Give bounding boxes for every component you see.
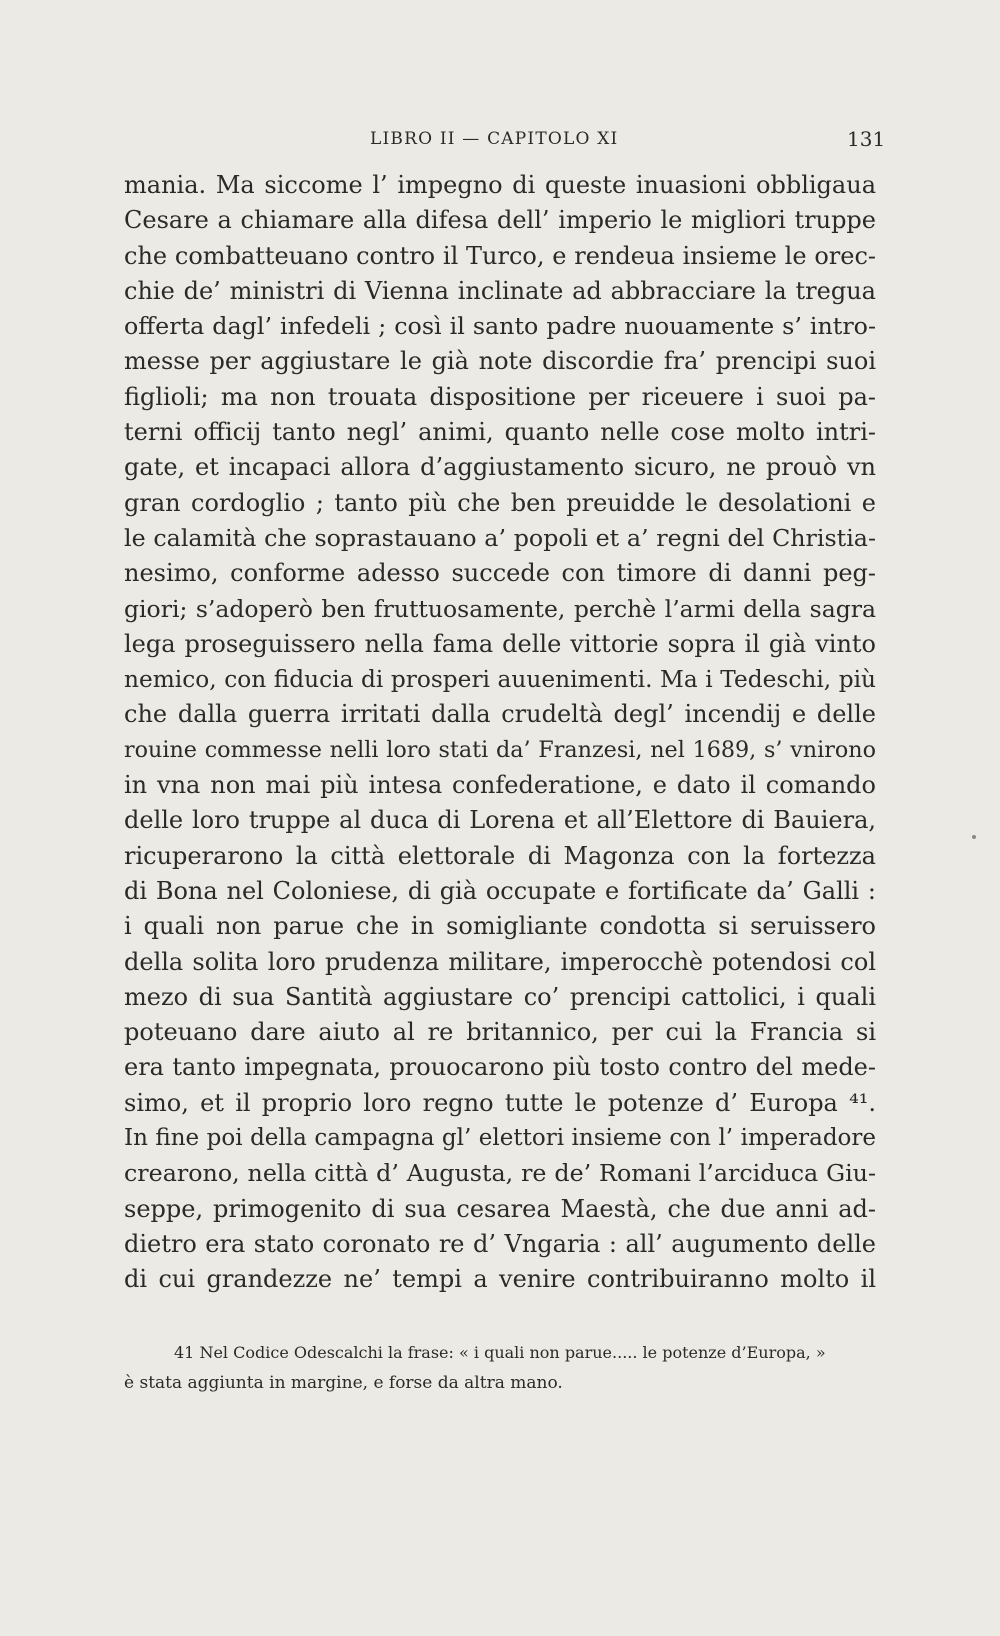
- text-line: crearono, nella città d’ Augusta, re de’ Romani l’arciduca Giu-: [124, 1159, 876, 1188]
- text-line: gate, et incapaci allora d’aggiustamento sicuro, ne prouò vn: [124, 453, 876, 482]
- text-line: nesimo, conforme adesso succede con timore di danni peg-: [124, 559, 876, 588]
- body-text: [124, 168, 876, 1298]
- ink-speck: [972, 835, 976, 839]
- footnote-line: 41 Nel Codice Odescalchi la frase: « i quali non parue..... le potenze d’Europa, »: [174, 1343, 826, 1362]
- text-line: simo, et il proprio loro regno tutte le potenze d’ Europa ⁴¹.: [124, 1088, 876, 1117]
- text-line: messe per aggiustare le già note discordie fra’ prencipi suoi: [124, 347, 876, 376]
- running-head: [0, 129, 1000, 153]
- text-line: rouine commesse nelli loro stati da’ Franzesi, nel 1689, s’ vnirono: [124, 736, 876, 763]
- running-title: LIBRO II — CAPITOLO XI: [370, 129, 619, 149]
- text-line: figlioli; ma non trouata dispositione per riceuere i suoi pa-: [124, 382, 876, 411]
- text-line: mania. Ma siccome l’ impegno di queste inuasioni obbligaua: [124, 171, 876, 199]
- text-line: che dalla guerra irritati dalla crudeltà degl’ incendij e delle: [124, 700, 876, 729]
- footnote-line: è stata aggiunta in margine, e forse da altra mano.: [124, 1373, 563, 1393]
- text-line: gran cordoglio ; tanto più che ben preuidde le desolationi e: [124, 488, 876, 517]
- text-line: offerta dagl’ infedeli ; così il santo padre nuouamente s’ intro-: [124, 312, 876, 341]
- text-line: di cui grandezze ne’ tempi a venire contribuiranno molto il: [124, 1265, 876, 1294]
- text-line: i quali non parue che in somigliante condotta si seruissero: [124, 912, 876, 941]
- text-line: era tanto impegnata, prouocarono più tosto contro del mede-: [124, 1053, 876, 1082]
- text-line: mezo di sua Santità aggiustare co’ prencipi cattolici, i quali: [124, 982, 876, 1011]
- page-number: 131: [847, 127, 886, 151]
- text-line: ricuperarono la città elettorale di Magonza con la fortezza: [124, 841, 876, 870]
- text-line: in vna non mai più intesa confederatione, e dato il comando: [124, 771, 876, 800]
- text-line: poteuano dare aiuto al re britannico, per cui la Francia si: [124, 1018, 876, 1047]
- text-line: In fine poi della campagna gl’ elettori insieme con l’ imperadore: [124, 1125, 876, 1152]
- text-line: delle loro truppe al duca di Lorena et all’Elettore di Bauiera,: [124, 806, 876, 835]
- text-line: lega proseguissero nella fama delle vittorie sopra il già vinto: [124, 629, 876, 658]
- text-line: seppe, primogenito di sua cesarea Maestà, che due anni ad-: [124, 1194, 876, 1223]
- text-line: giori; s’adoperò ben fruttuosamente, perchè l’armi della sagra: [124, 594, 876, 623]
- text-line: le calamità che soprastauano a’ popoli et a’ regni del Christia-: [124, 523, 876, 552]
- text-line: chie de’ ministri di Vienna inclinate ad abbracciare la tregua: [124, 276, 876, 305]
- text-line: terni officij tanto negl’ animi, quanto nelle cose molto intri-: [124, 418, 876, 447]
- text-line: nemico, con fiducia di prosperi auuenimenti. Ma i Tedeschi, più: [124, 666, 876, 694]
- text-line: dietro era stato coronato re d’ Vngaria : all’ augumento delle: [124, 1229, 876, 1258]
- text-line: che combatteuano contro il Turco, e rendeua insieme le orec-: [124, 241, 876, 270]
- text-line: della solita loro prudenza militare, imperocchè potendosi col: [124, 947, 876, 976]
- footnotes: [124, 1338, 884, 1398]
- text-line: di Bona nel Coloniese, di già occupate e fortificate da’ Galli :: [124, 876, 876, 905]
- text-line: Cesare a chiamare alla difesa dell’ imperio le migliori truppe: [124, 206, 876, 235]
